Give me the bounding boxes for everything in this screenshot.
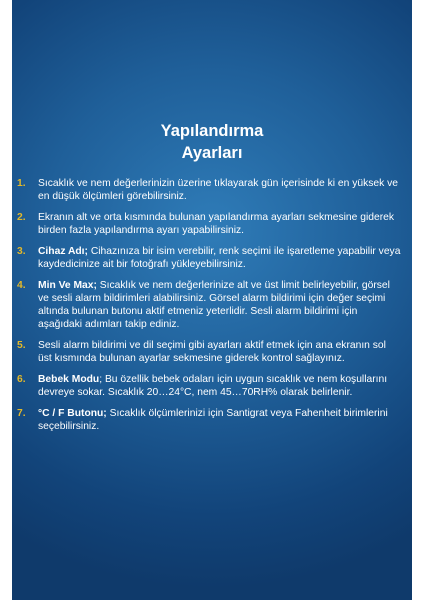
title-line-2: Ayarları <box>181 144 243 162</box>
list-item <box>12 178 412 204</box>
page-title <box>12 120 412 164</box>
item-text: Sıcaklık ve nem değerlerinizin üzerine tıklayarak gün içerisinde ki en yüksek ve en düşük ölçümleri görebilirsiniz. <box>38 178 398 202</box>
item-number: 6. <box>17 374 26 386</box>
item-term: Bebek Modu <box>38 374 100 386</box>
item-number: 2. <box>17 212 26 224</box>
item-text: Ekranın alt ve orta kısmında bulunan yapılandırma ayarları sekmesine giderek birden fazla yapılandırma ayarı yapabilirsiniz. <box>38 212 394 236</box>
item-term: Cihaz Adı; <box>38 246 88 258</box>
item-text: Sesli alarm bildirimi ve dil seçimi gibi ayarları aktif etmek için ana ekranın sol üst kısmında bulunan ayarlar sekmesine giderek kontrol sağlayınız. <box>38 339 386 364</box>
list-item <box>12 212 412 238</box>
title-line-1: Yapılandırma <box>160 122 264 140</box>
list-item <box>12 374 412 400</box>
list-item <box>12 246 412 272</box>
instruction-page <box>12 0 412 600</box>
item-text: Sıcaklık ölçümlerinizi için Santigrat veya Fahenheit birimlerini seçebilirsiniz. <box>38 408 388 432</box>
settings-list <box>12 178 412 442</box>
item-number: 3. <box>17 246 26 258</box>
item-term: Min Ve Max; <box>38 280 97 292</box>
list-item <box>12 408 412 434</box>
item-text: Cihazınıza bir isim verebilir, renk seçimi ile işaretleme yapabilir veya kaydedicinize ait bir fotoğrafı yükleyebilirsiniz. <box>38 246 401 270</box>
item-number: 4. <box>17 280 26 292</box>
item-text: Sıcaklık ve nem değerlerinize alt ve üst limit belirleyebilir, görsel ve sesli alarm bildirimleri alabilirsiniz. Görsel alarm bildirimi için değer seçimi altında bulunan butonu aktif etmeniz yeterlidir. Sesli alarm bildirimi için aşağıdaki adımları takip ediniz. <box>38 280 390 330</box>
item-text: ; Bu özellik bebek odaları için uygun sıcaklık ve nem koşullarını devreye sokar. Sıcaklık 20…24°C, nem 45…70RH% olarak belirlenir. <box>38 374 388 398</box>
list-item <box>12 340 412 366</box>
item-number: 1. <box>17 178 26 189</box>
item-number: 7. <box>17 408 26 420</box>
item-term: °C / F Butonu; <box>38 408 107 420</box>
item-number: 5. <box>17 339 26 351</box>
list-item <box>12 280 412 331</box>
